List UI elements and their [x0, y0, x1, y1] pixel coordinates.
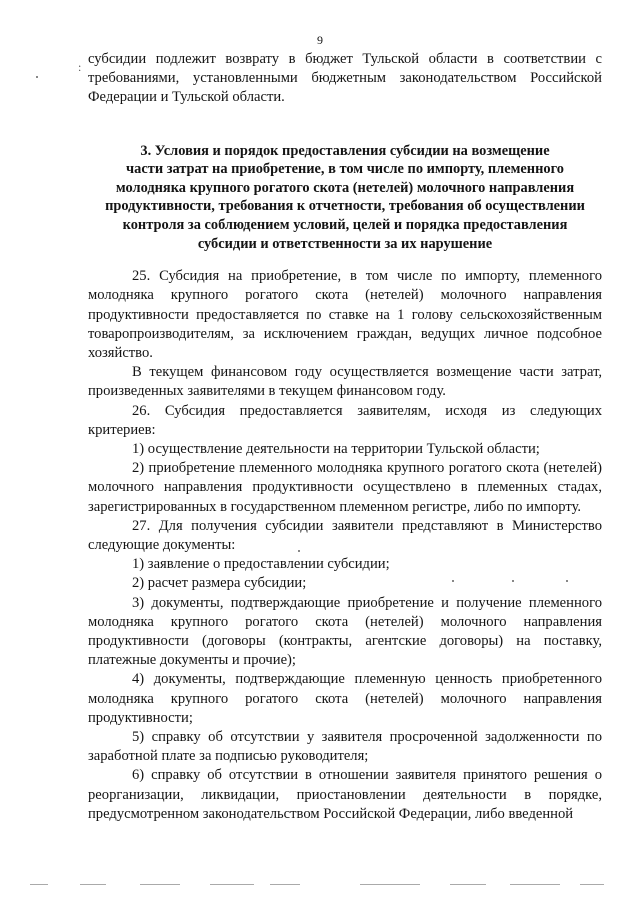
- section-heading-line: продуктивности, требования к отчетности, требования об осуществлении: [105, 198, 585, 215]
- document-item-5: 5) справку об отсутствии у заявителя просроченной задолженности по заработной плате за подписью руководителя;: [88, 729, 602, 765]
- document-item-4: 4) документы, подтверждающие племенную ценность приобретенного молодняка крупного рогатого скота (нетелей) молочного направления продуктивности;: [88, 671, 602, 726]
- paragraph-25: 25. Субсидия на приобретение, в том числе по импорту, племенного молодняка крупного рогатого скота (нетелей) молочного направления продуктивности предоставляется по ставке на 1 голову сельскохозяйственным товаропроизводителям, за исключением граждан, ведущих личное подсобное хозяйство.: [88, 268, 602, 361]
- document-body: [88, 50, 602, 824]
- scan-speck: [298, 550, 300, 552]
- criterion-1: 1) осуществление деятельности на территории Тульской области;: [132, 441, 540, 457]
- document-item-2: 2) расчет размера субсидии;: [132, 575, 307, 592]
- document-item-3: 3) документы, подтверждающие приобретение и получение племенного молодняка крупного рогатого скота (нетелей) молочного направления продуктивности (договоры (контракты, агентские договоры) на поставку, платежные документы и прочие);: [88, 594, 602, 669]
- section-heading-line: 3. Условия и порядок предоставления субсидии на возмещение: [140, 142, 550, 159]
- section-heading: [88, 142, 602, 254]
- margin-mark: :: [78, 60, 82, 74]
- scan-speck: [512, 580, 514, 582]
- section-heading-line: контроля за соблюдением условий, целей и порядка предоставления: [122, 216, 568, 233]
- paragraph-27: 27. Для получения субсидии заявители представляют в Министерство следующие документы:: [88, 517, 602, 554]
- scan-speck: [566, 580, 568, 582]
- scan-speck: [452, 580, 454, 582]
- section-heading-line: субсидии и ответственности за их нарушение: [197, 235, 493, 252]
- document-item-1: 1) заявление о предоставлении субсидии;: [132, 556, 390, 573]
- section-heading-line: части затрат на приобретение, в том числе по импорту, племенного: [126, 161, 564, 178]
- scan-edge-artifact: [30, 884, 610, 888]
- criterion-2: 2) приобретение племенного молодняка крупного рогатого скота (нетелей) молочного направления продуктивности осуществлено в племенных стадах, зарегистрированных в государственном племенном регистре, либо по импорту.: [88, 460, 602, 515]
- section-heading-line: молодняка крупного рогатого скота (нетелей) молочного направления: [115, 179, 575, 196]
- intro-paragraph: субсидии подлежит возврату в бюджет Тульской области в соответствии с требованиями, установленными бюджетным законодательством Российской Федерации и Тульской области.: [88, 51, 602, 106]
- paragraph-25-continued: В текущем финансовом году осуществляется возмещение части затрат, произведенных заявителями в текущем финансовом году.: [88, 364, 602, 400]
- paragraph-26: 26. Субсидия предоставляется заявителям, исходя из следующих критериев:: [88, 402, 602, 438]
- document-item-6: 6) справку об отсутствии в отношении заявителя принятого решения о реорганизации, ликвидации, приостановлении деятельности в порядке, предусмотренном законодательством Российской Федерации, либо введенной: [88, 767, 602, 822]
- scan-speck: [36, 76, 38, 78]
- page-number: 9: [317, 33, 323, 47]
